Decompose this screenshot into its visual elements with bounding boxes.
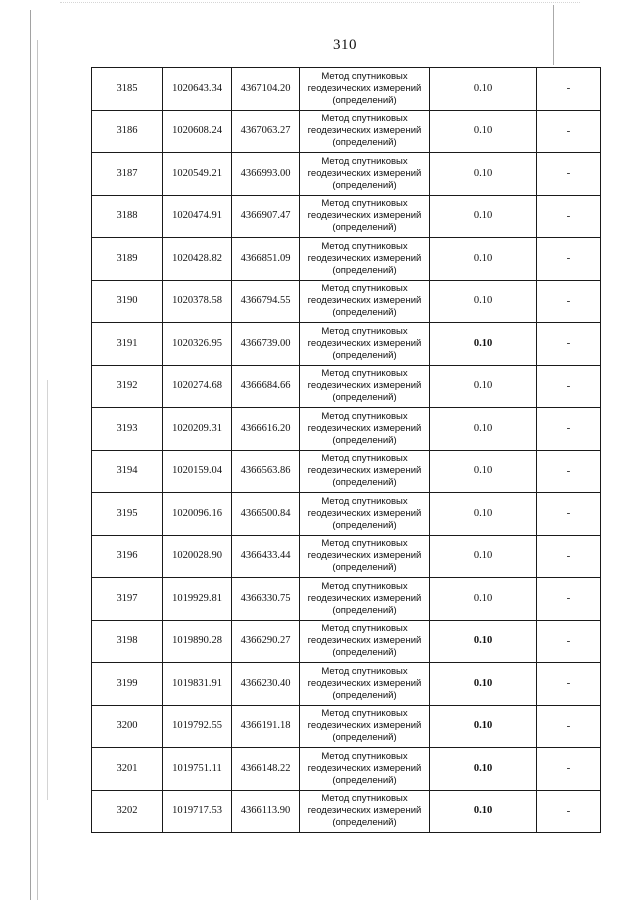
method-line: (определений) [332,94,397,106]
note-cell: - [537,450,601,493]
method-line: геодезических измерений [307,635,422,647]
accuracy-cell: 0.10 [430,578,537,621]
table-row [92,705,601,748]
method-cell [300,663,430,706]
method-line: (определений) [332,264,397,276]
method-line: геодезических измерений [307,125,422,137]
x-coordinate-cell: 1020096.16 [163,493,232,536]
method-line: (определений) [332,349,397,361]
table-row [92,195,601,238]
method-line: геодезических измерений [307,167,422,179]
accuracy-cell: 0.10 [430,280,537,323]
method-cell [300,790,430,833]
accuracy-cell: 0.10 [430,663,537,706]
method-cell [300,493,430,536]
method-line: геодезических измерений [307,720,422,732]
method-line: геодезических измерений [307,507,422,519]
y-coordinate-cell: 4366113.90 [232,790,300,833]
y-coordinate-cell: 4366993.00 [232,153,300,196]
x-coordinate-cell: 1020643.34 [163,68,232,111]
method-line: Метод спутниковых [321,538,408,550]
table-row [92,238,601,281]
method-line: Метод спутниковых [321,368,408,380]
method-line: (определений) [332,434,397,446]
table-row [92,748,601,791]
point-number-cell: 3197 [92,578,163,621]
table-row [92,365,601,408]
accuracy-cell: 0.10 [430,705,537,748]
note-cell: - [537,153,601,196]
x-coordinate-cell: 1019792.55 [163,705,232,748]
point-number-cell: 3202 [92,790,163,833]
point-number-cell: 3201 [92,748,163,791]
x-coordinate-cell: 1019929.81 [163,578,232,621]
method-line: Метод спутниковых [321,453,408,465]
point-number-cell: 3199 [92,663,163,706]
note-cell: - [537,705,601,748]
note-cell: - [537,748,601,791]
method-cell [300,153,430,196]
method-line: (определений) [332,392,397,404]
method-line: Метод спутниковых [321,665,408,677]
accuracy-cell: 0.10 [430,748,537,791]
method-line: геодезических измерений [307,805,422,817]
point-number-cell: 3191 [92,323,163,366]
note-cell: - [537,195,601,238]
method-line: геодезических измерений [307,465,422,477]
method-line: (определений) [332,647,397,659]
method-cell [300,535,430,578]
accuracy-cell: 0.10 [430,195,537,238]
table-row [92,280,601,323]
method-cell [300,110,430,153]
method-line: геодезических измерений [307,82,422,94]
method-line: Метод спутниковых [321,283,408,295]
y-coordinate-cell: 4366851.09 [232,238,300,281]
scan-edge-line [30,10,31,900]
method-cell [300,195,430,238]
y-coordinate-cell: 4366230.40 [232,663,300,706]
method-cell [300,408,430,451]
method-line: геодезических измерений [307,295,422,307]
method-line: (определений) [332,817,397,829]
x-coordinate-cell: 1019890.28 [163,620,232,663]
method-cell [300,748,430,791]
method-line: Метод спутниковых [321,240,408,252]
point-number-cell: 3187 [92,153,163,196]
page-number: 310 [333,37,357,53]
accuracy-cell: 0.10 [430,238,537,281]
method-line: геодезических измерений [307,252,422,264]
x-coordinate-cell: 1020428.82 [163,238,232,281]
y-coordinate-cell: 4367104.20 [232,68,300,111]
x-coordinate-cell: 1019831.91 [163,663,232,706]
method-line: геодезических измерений [307,422,422,434]
point-number-cell: 3188 [92,195,163,238]
method-line: Метод спутниковых [321,495,408,507]
note-cell: - [537,578,601,621]
method-cell [300,365,430,408]
method-cell [300,68,430,111]
method-line: (определений) [332,222,397,234]
method-cell [300,450,430,493]
method-line: (определений) [332,562,397,574]
table-row [92,535,601,578]
table-row [92,110,601,153]
note-cell: - [537,790,601,833]
x-coordinate-cell: 1019717.53 [163,790,232,833]
accuracy-cell: 0.10 [430,790,537,833]
table-body [92,68,601,833]
x-coordinate-cell: 1019751.11 [163,748,232,791]
y-coordinate-cell: 4366794.55 [232,280,300,323]
accuracy-cell: 0.10 [430,323,537,366]
method-cell [300,705,430,748]
point-number-cell: 3195 [92,493,163,536]
y-coordinate-cell: 4366330.75 [232,578,300,621]
scan-edge-line [47,380,48,800]
method-line: (определений) [332,604,397,616]
note-cell: - [537,493,601,536]
note-cell: - [537,238,601,281]
accuracy-cell: 0.10 [430,450,537,493]
table-row [92,493,601,536]
point-number-cell: 3193 [92,408,163,451]
method-line: (определений) [332,519,397,531]
point-number-cell: 3190 [92,280,163,323]
point-number-cell: 3192 [92,365,163,408]
y-coordinate-cell: 4366907.47 [232,195,300,238]
method-line: геодезических измерений [307,592,422,604]
accuracy-cell: 0.10 [430,153,537,196]
table-row [92,663,601,706]
method-line: Метод спутниковых [321,708,408,720]
table-row [92,450,601,493]
method-line: Метод спутниковых [321,580,408,592]
method-line: (определений) [332,774,397,786]
method-line: Метод спутниковых [321,623,408,635]
point-number-cell: 3196 [92,535,163,578]
method-line: (определений) [332,179,397,191]
method-cell [300,578,430,621]
accuracy-cell: 0.10 [430,68,537,111]
note-cell: - [537,110,601,153]
note-cell: - [537,68,601,111]
method-cell [300,323,430,366]
y-coordinate-cell: 4366148.22 [232,748,300,791]
method-line: Метод спутниковых [321,113,408,125]
method-line: Метод спутниковых [321,793,408,805]
scan-edge-line [37,40,38,900]
table-row [92,68,601,111]
note-cell: - [537,280,601,323]
x-coordinate-cell: 1020159.04 [163,450,232,493]
accuracy-cell: 0.10 [430,365,537,408]
note-cell: - [537,365,601,408]
y-coordinate-cell: 4366563.86 [232,450,300,493]
point-number-cell: 3186 [92,110,163,153]
y-coordinate-cell: 4366739.00 [232,323,300,366]
method-line: Метод спутниковых [321,410,408,422]
scan-edge-line [553,5,554,65]
y-coordinate-cell: 4366684.66 [232,365,300,408]
method-cell [300,238,430,281]
method-line: (определений) [332,689,397,701]
accuracy-cell: 0.10 [430,493,537,536]
x-coordinate-cell: 1020378.58 [163,280,232,323]
method-line: Метод спутниковых [321,750,408,762]
point-number-cell: 3185 [92,68,163,111]
table-row [92,620,601,663]
note-cell: - [537,620,601,663]
note-cell: - [537,323,601,366]
y-coordinate-cell: 4366433.44 [232,535,300,578]
method-line: Метод спутниковых [321,155,408,167]
x-coordinate-cell: 1020326.95 [163,323,232,366]
y-coordinate-cell: 4366616.20 [232,408,300,451]
accuracy-cell: 0.10 [430,620,537,663]
method-line: (определений) [332,477,397,489]
method-line: Метод спутниковых [321,70,408,82]
x-coordinate-cell: 1020549.21 [163,153,232,196]
point-number-cell: 3194 [92,450,163,493]
table-row [92,408,601,451]
x-coordinate-cell: 1020028.90 [163,535,232,578]
method-cell [300,620,430,663]
x-coordinate-cell: 1020608.24 [163,110,232,153]
table-row [92,153,601,196]
table-row [92,790,601,833]
note-cell: - [537,535,601,578]
method-line: геодезических измерений [307,337,422,349]
y-coordinate-cell: 4366290.27 [232,620,300,663]
y-coordinate-cell: 4367063.27 [232,110,300,153]
method-line: Метод спутниковых [321,198,408,210]
method-line: геодезических измерений [307,762,422,774]
method-cell [300,280,430,323]
y-coordinate-cell: 4366500.84 [232,493,300,536]
method-line: геодезических измерений [307,677,422,689]
note-cell: - [537,663,601,706]
accuracy-cell: 0.10 [430,110,537,153]
point-number-cell: 3189 [92,238,163,281]
method-line: (определений) [332,307,397,319]
table-row [92,323,601,366]
method-line: (определений) [332,137,397,149]
point-number-cell: 3200 [92,705,163,748]
table-row [92,578,601,621]
x-coordinate-cell: 1020474.91 [163,195,232,238]
x-coordinate-cell: 1020274.68 [163,365,232,408]
note-cell: - [537,408,601,451]
accuracy-cell: 0.10 [430,535,537,578]
method-line: геодезических измерений [307,210,422,222]
method-line: геодезических измерений [307,550,422,562]
method-line: (определений) [332,732,397,744]
scan-noise [60,2,580,9]
y-coordinate-cell: 4366191.18 [232,705,300,748]
method-line: Метод спутниковых [321,325,408,337]
accuracy-cell: 0.10 [430,408,537,451]
point-number-cell: 3198 [92,620,163,663]
method-line: геодезических измерений [307,380,422,392]
coordinates-table [91,67,601,833]
x-coordinate-cell: 1020209.31 [163,408,232,451]
